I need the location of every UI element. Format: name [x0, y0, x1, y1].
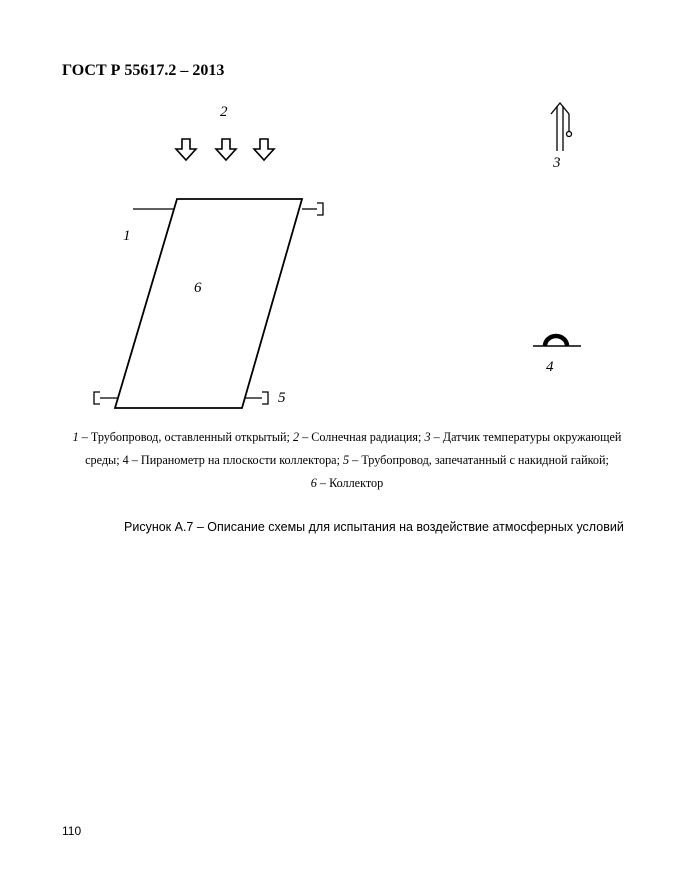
legend-number: 5 — [343, 453, 350, 467]
label-6: 6 — [194, 280, 202, 296]
solar-radiation-arrows — [176, 139, 274, 160]
document-header: ГОСТ Р 55617.2 – 2013 — [62, 62, 225, 79]
down-arrow-icon — [176, 139, 196, 160]
legend-text: среды; 4 – Пиранометр на плоскости коллектора; — [85, 453, 344, 467]
label-1: 1 — [123, 228, 131, 244]
down-arrow-icon — [254, 139, 274, 160]
legend-text: – Солнечная радиация; — [299, 430, 425, 444]
legend-number: 2 — [292, 430, 300, 444]
pyranometer-icon — [533, 336, 581, 346]
legend-text: – Трубопровод, запечатанный с накидной гайкой; — [349, 453, 609, 467]
legend-line — [60, 472, 634, 495]
figure-legend — [60, 426, 634, 495]
legend-text: – Датчик температуры окружающей — [430, 430, 622, 444]
figure-caption: Рисунок А.7 – Описание схемы для испытания на воздействие атмосферных условий — [124, 520, 624, 534]
legend-text: – Коллектор — [316, 476, 384, 490]
page-number: 110 — [62, 824, 82, 838]
legend-text: – Трубопровод, оставленный открытый; — [78, 430, 293, 444]
sealed-pipe — [244, 392, 268, 404]
legend-line — [60, 426, 634, 449]
legend-number: 3 — [424, 430, 431, 444]
legend-line — [60, 449, 634, 472]
pipe-fitting-top-right — [302, 203, 323, 215]
label-5: 5 — [278, 390, 286, 406]
label-3: 3 — [553, 155, 561, 171]
down-arrow-icon — [216, 139, 236, 160]
legend-number: 6 — [310, 476, 317, 490]
ambient-temperature-sensor-icon — [551, 103, 572, 151]
label-4: 4 — [546, 359, 554, 375]
legend-number: 1 — [72, 430, 79, 444]
label-2: 2 — [220, 104, 228, 120]
test-scheme-diagram — [0, 0, 680, 420]
pipe-fitting-bottom-left — [94, 392, 117, 404]
collector-panel — [115, 199, 302, 408]
